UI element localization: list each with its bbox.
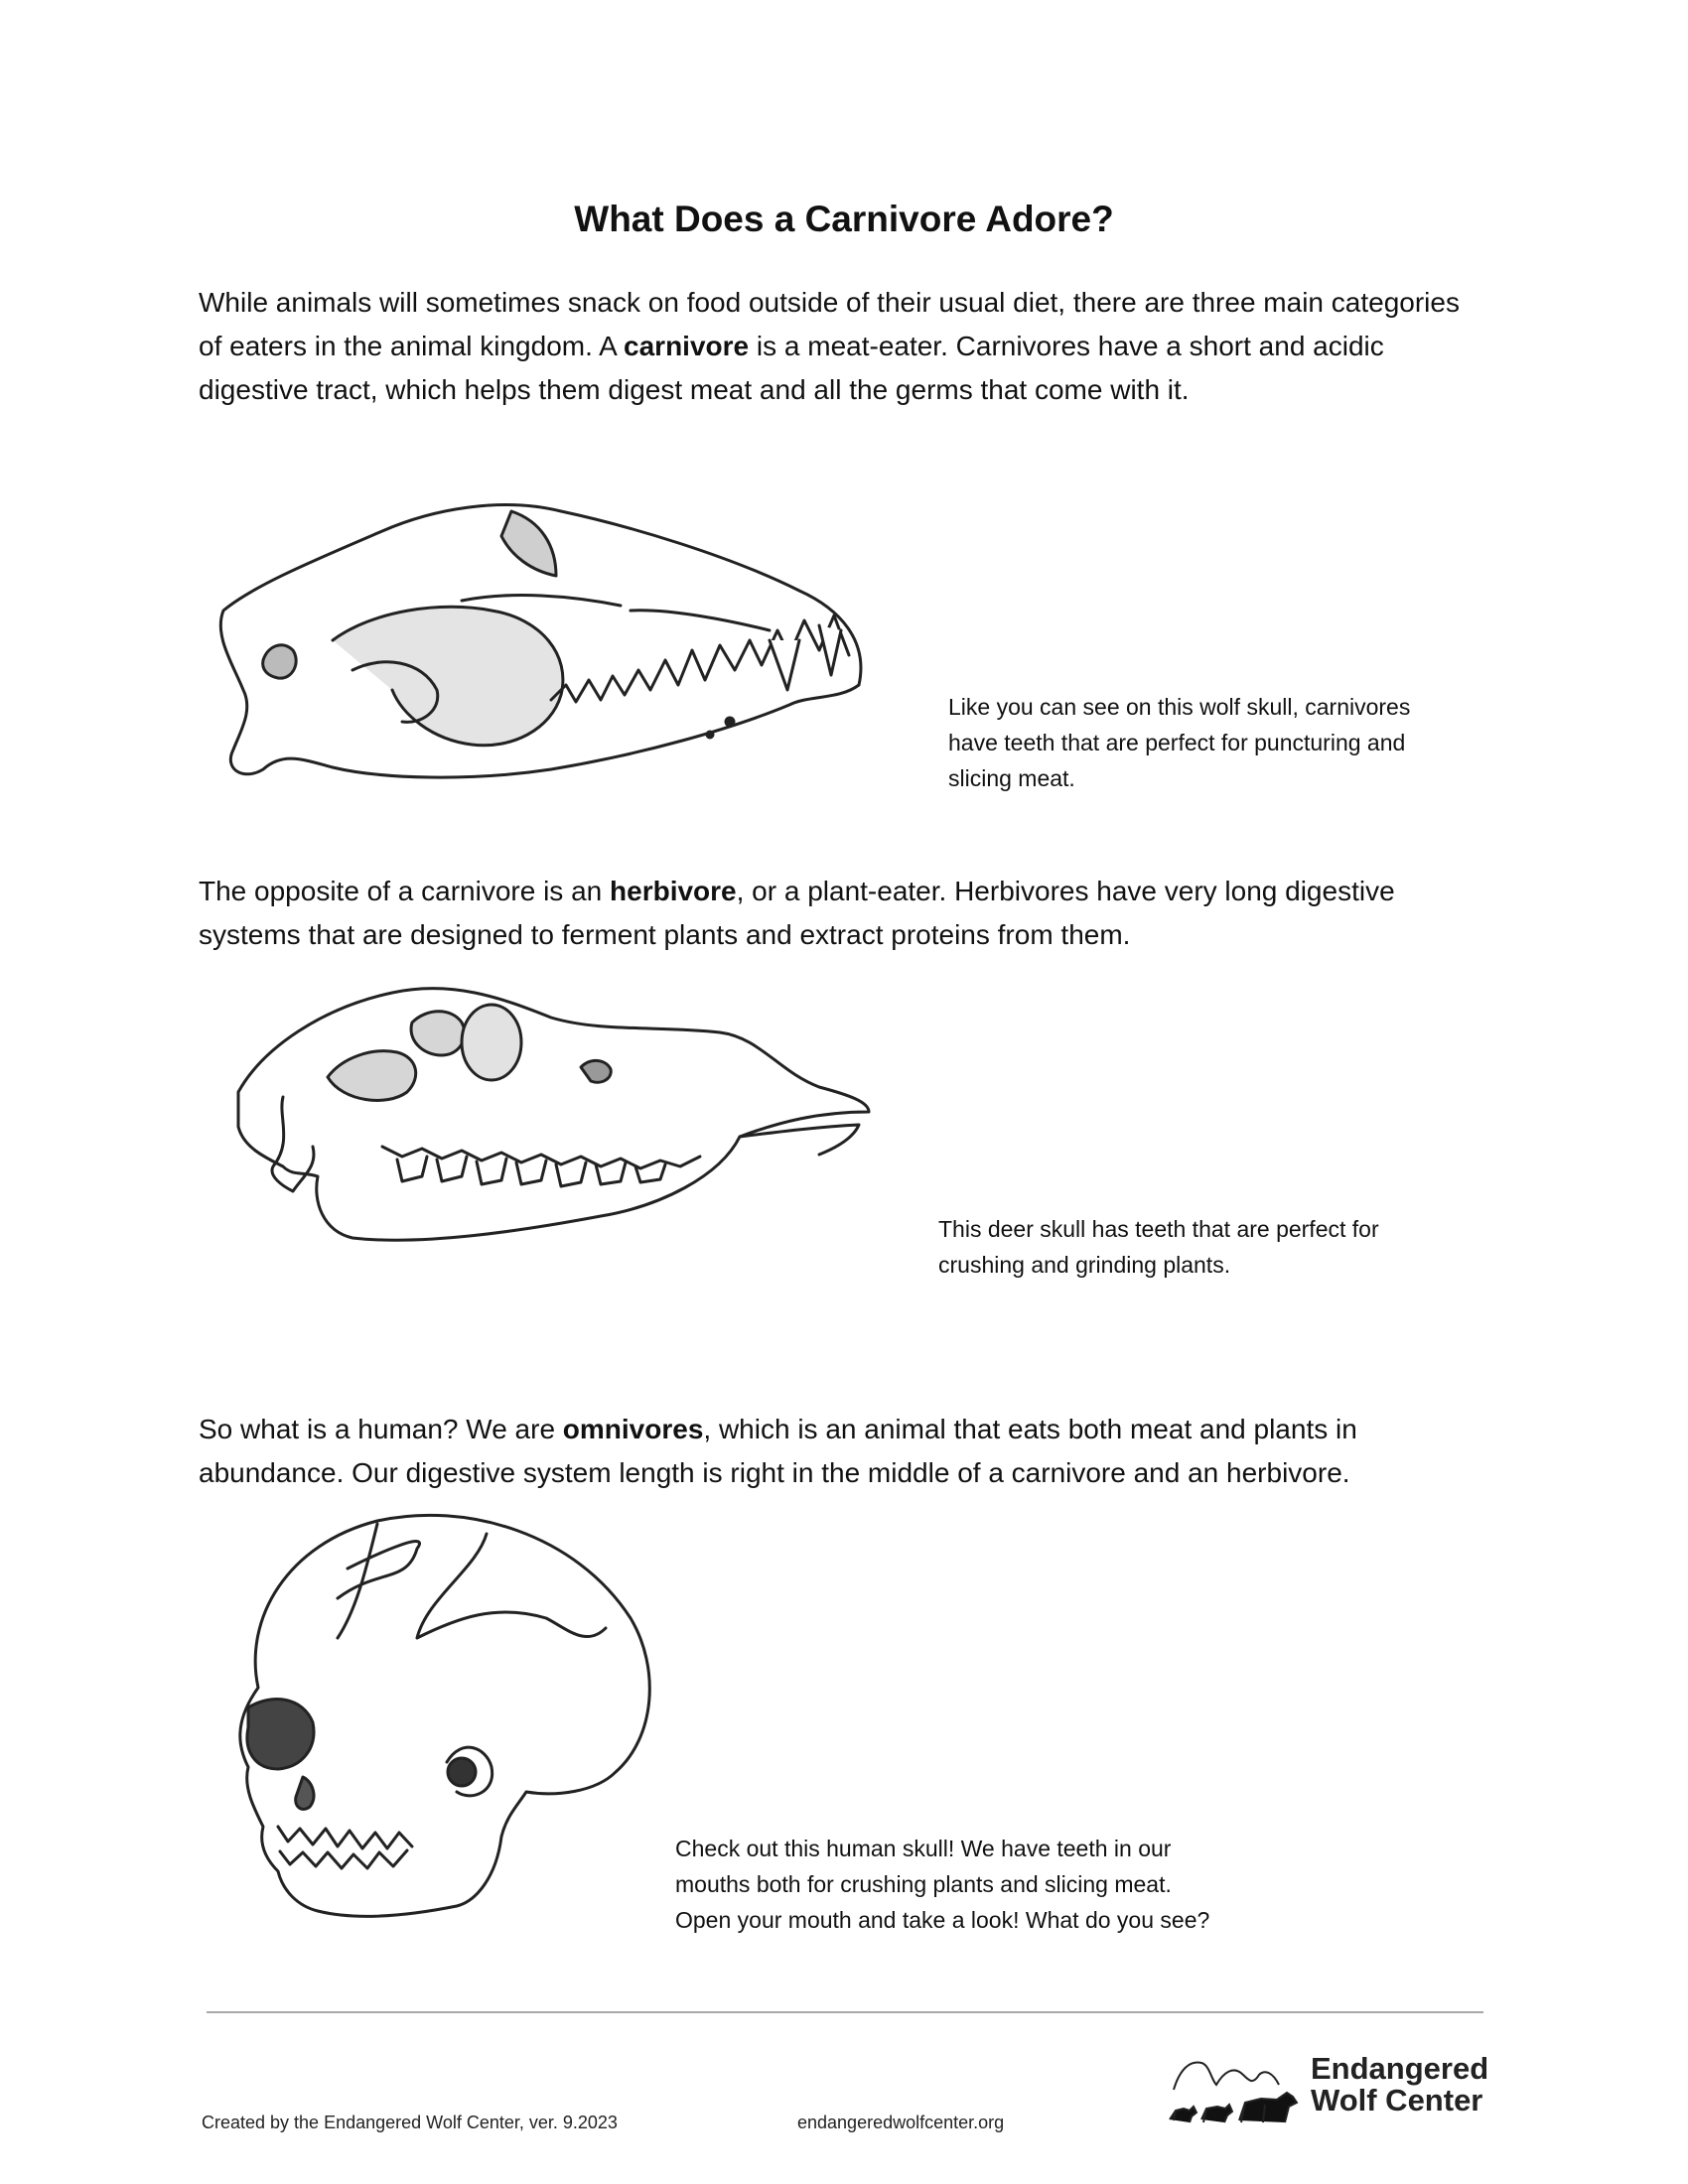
deer-caption-line-1: This deer skull has teeth that are perfect for — [938, 1216, 1379, 1242]
herbivore-text-before: The opposite of a carnivore is an — [199, 876, 611, 906]
carnivore-text-before: While animals will sometimes snack on food outside of their usual diet, there are three main categories of eaters in the animal kingdom. A — [199, 287, 1460, 361]
wolf-caption-line-1: Like you can see on this wolf skull, carnivores — [948, 694, 1411, 720]
human-caption-line-1: Check out this human skull! We have teeth in our — [675, 1836, 1172, 1861]
page-title: What Does a Carnivore Adore? — [574, 199, 1114, 239]
omnivore-text-after: , which is an animal that eats both meat and plants in abundance. Our digestive system length is right in the middle of a carnivore and an herbivore. — [199, 1414, 1357, 1488]
logo-wordmark — [1311, 2053, 1488, 2116]
logo-line-2: Wolf Center — [1311, 2083, 1483, 2117]
carnivore-text-after: is a meat-eater. Carnivores have a short and acidic digestive tract, which helps them digest meat and all the germs that come with it. — [199, 331, 1384, 405]
human-caption-line-2: mouths both for crushing plants and slicing meat. — [675, 1871, 1172, 1897]
deer-skull-illustration — [223, 978, 889, 1276]
omnivore-term: omnivores — [562, 1414, 704, 1444]
wolf-caption-line-3: slicing meat. — [948, 765, 1075, 791]
deer-caption — [938, 1211, 1379, 1283]
footer-credit: Created by the Endangered Wolf Center, ver. 9.2023 — [202, 2113, 618, 2132]
carnivore-paragraph — [199, 281, 1489, 412]
herbivore-paragraph — [199, 870, 1489, 957]
herbivore-term: herbivore — [610, 876, 737, 906]
wolf-caption — [948, 689, 1410, 796]
wolf-logo-icon — [1162, 2045, 1311, 2124]
wolf-caption-line-2: have teeth that are perfect for puncturing and — [948, 730, 1406, 755]
human-skull-illustration — [218, 1509, 665, 1946]
deer-caption-line-2: crushing and grinding plants. — [938, 1252, 1231, 1278]
wolf-skull-illustration — [213, 491, 879, 789]
endangered-wolf-center-logo — [1162, 2045, 1489, 2124]
footer-divider — [207, 2011, 1483, 2013]
herbivore-text-after: , or a plant-eater. Herbivores have very long digestive systems that are designed to ferment plants and extract proteins from them. — [199, 876, 1395, 950]
omnivore-text-before: So what is a human? We are — [199, 1414, 563, 1444]
human-caption-line-3: Open your mouth and take a look! What do you see? — [675, 1907, 1210, 1933]
human-caption — [675, 1831, 1209, 1938]
footer-website-link[interactable]: endangeredwolfcenter.org — [797, 2113, 1005, 2132]
logo-line-1: Endangered — [1311, 2051, 1489, 2086]
carnivore-term: carnivore — [624, 331, 750, 361]
omnivore-paragraph — [199, 1408, 1489, 1495]
